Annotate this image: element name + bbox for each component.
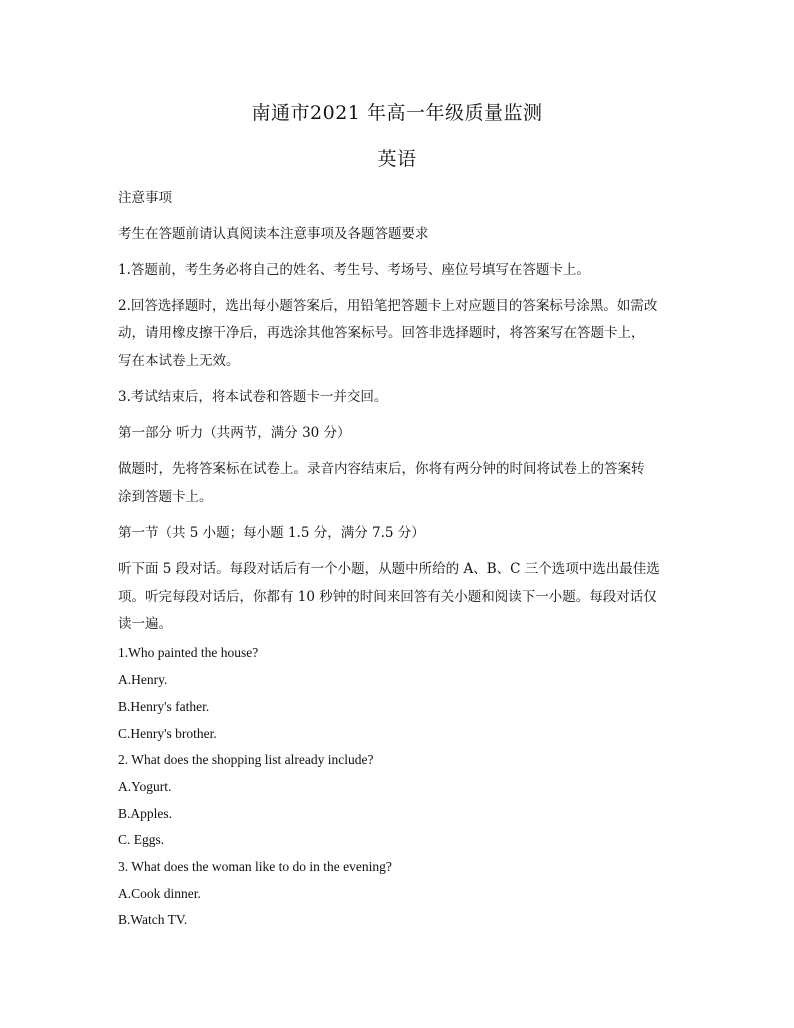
part1-instructions-line: 涂到答题卡上。 — [118, 489, 213, 505]
notice-item-3: 3.考试结束后，将本试卷和答题卡一并交回。 — [118, 389, 388, 405]
part1-instructions-line: 做题时，先将答案标在试卷上。录音内容结束后，你将有两分钟的时间将试卷上的答案转 — [118, 461, 645, 477]
section1-instructions-line: 读一遍。 — [118, 616, 172, 632]
notice-intro: 考生在答题前请认真阅读本注意事项及各题答题要求 — [118, 226, 429, 242]
question-1-stem: 1.Who painted the house? — [118, 645, 259, 660]
question-3-stem: 3. What does the woman like to do in the evening? — [118, 859, 392, 874]
question-2-option: A.Yogurt. — [118, 779, 172, 794]
notice-heading: 注意事项 — [118, 190, 172, 206]
section1-instructions-line: 项。听完每段对话后，你都有 10 秒钟的时间来回答有关小题和阅读下一小题。每段对话仅 — [118, 589, 657, 605]
question-1-option: B.Henry's father. — [118, 699, 210, 714]
exam-title: 南通市2021 年高一年级质量监测 — [251, 102, 543, 124]
section1-instructions-line: 听下面 5 段对话。每段对话后有一个小题，从题中所给的 A、B、C 三个选项中选出最佳选 — [118, 561, 660, 577]
question-3-option: B.Watch TV. — [118, 912, 188, 927]
question-2-stem: 2. What does the shopping list already include? — [118, 752, 374, 767]
notice-item-2-line: 2.回答选择题时，选出每小题答案后，用铅笔把答题卡上对应题目的答案标号涂黑。如需改 — [118, 298, 658, 314]
question-3-option: A.Cook dinner. — [118, 886, 201, 901]
part1-heading: 第一部分 听力（共两节，满分 30 分） — [118, 425, 351, 441]
question-2-option: C. Eggs. — [118, 832, 165, 847]
notice-item-2-line: 动，请用橡皮擦干净后，再选涂其他答案标号。回答非选择题时，将答案写在答题卡上， — [118, 325, 645, 341]
notice-item-1: 1.答题前，考生务必将自己的姓名、考生号、考场号、座位号填写在答题卡上。 — [118, 262, 590, 278]
notice-item-2-line: 写在本试卷上无效。 — [118, 353, 240, 369]
subject-title: 英语 — [377, 148, 417, 170]
question-1-option: C.Henry's brother. — [118, 726, 217, 741]
question-1-option: A.Henry. — [118, 672, 168, 687]
question-2-option: B.Apples. — [118, 806, 172, 821]
section1-heading: 第一节（共 5 小题；每小题 1.5 分，满分 7.5 分） — [118, 525, 425, 541]
